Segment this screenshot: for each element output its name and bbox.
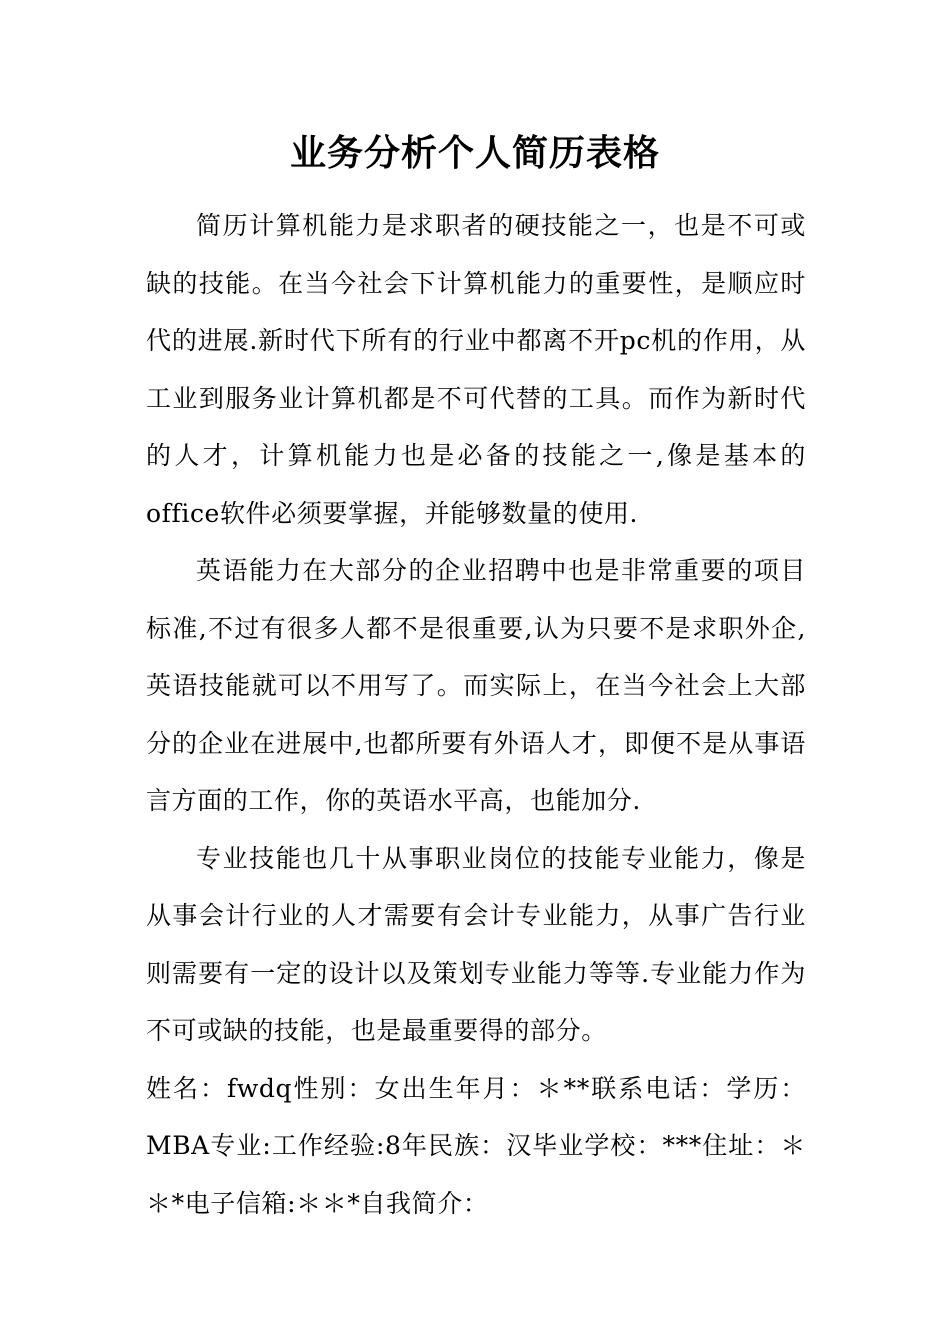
- paragraph-english-skills: 英语能力在大部分的企业招聘中也是非常重要的项目标准,不过有很多人都不是很重要,认为只要不是求职外企,英语技能就可以不用写了。而实际上，在当今社会上大部分的企业在进展中,也都所要有外语人才，即便不是从事语言方面的工作，你的英语水平高，也能加分.: [146, 556, 806, 815]
- personal-info: 姓名：fwdq性别：女出生年月：＊**联系电话：学历：MBA专业:工作经验:8年民族：汉毕业学校：***住址：＊＊*电子信箱:＊＊*自我简介：: [146, 1073, 806, 1218]
- document-body: [146, 197, 806, 1232]
- paragraph-computer-skills: 简历计算机能力是求职者的硬技能之一，也是不可或缺的技能。在当今社会下计算机能力的重要性，是顺应时代的进展.新时代下所有的行业中都离不开pc机的作用，从工业到服务业计算机都是不可代替的工具。而作为新时代的人才，计算机能力也是必备的技能之一,像是基本的office软件必须要掌握，并能够数量的使用.: [146, 211, 806, 528]
- document-title: 业务分析个人简历表格: [289, 133, 660, 174]
- paragraph-professional-skills: 专业技能也几十从事职业岗位的技能专业能力，像是从事会计行业的人才需要有会计专业能力，从事广告行业则需要有一定的设计以及策划专业能力等等.专业能力作为不可或缺的技能，也是最重要得的部分。: [146, 843, 806, 1045]
